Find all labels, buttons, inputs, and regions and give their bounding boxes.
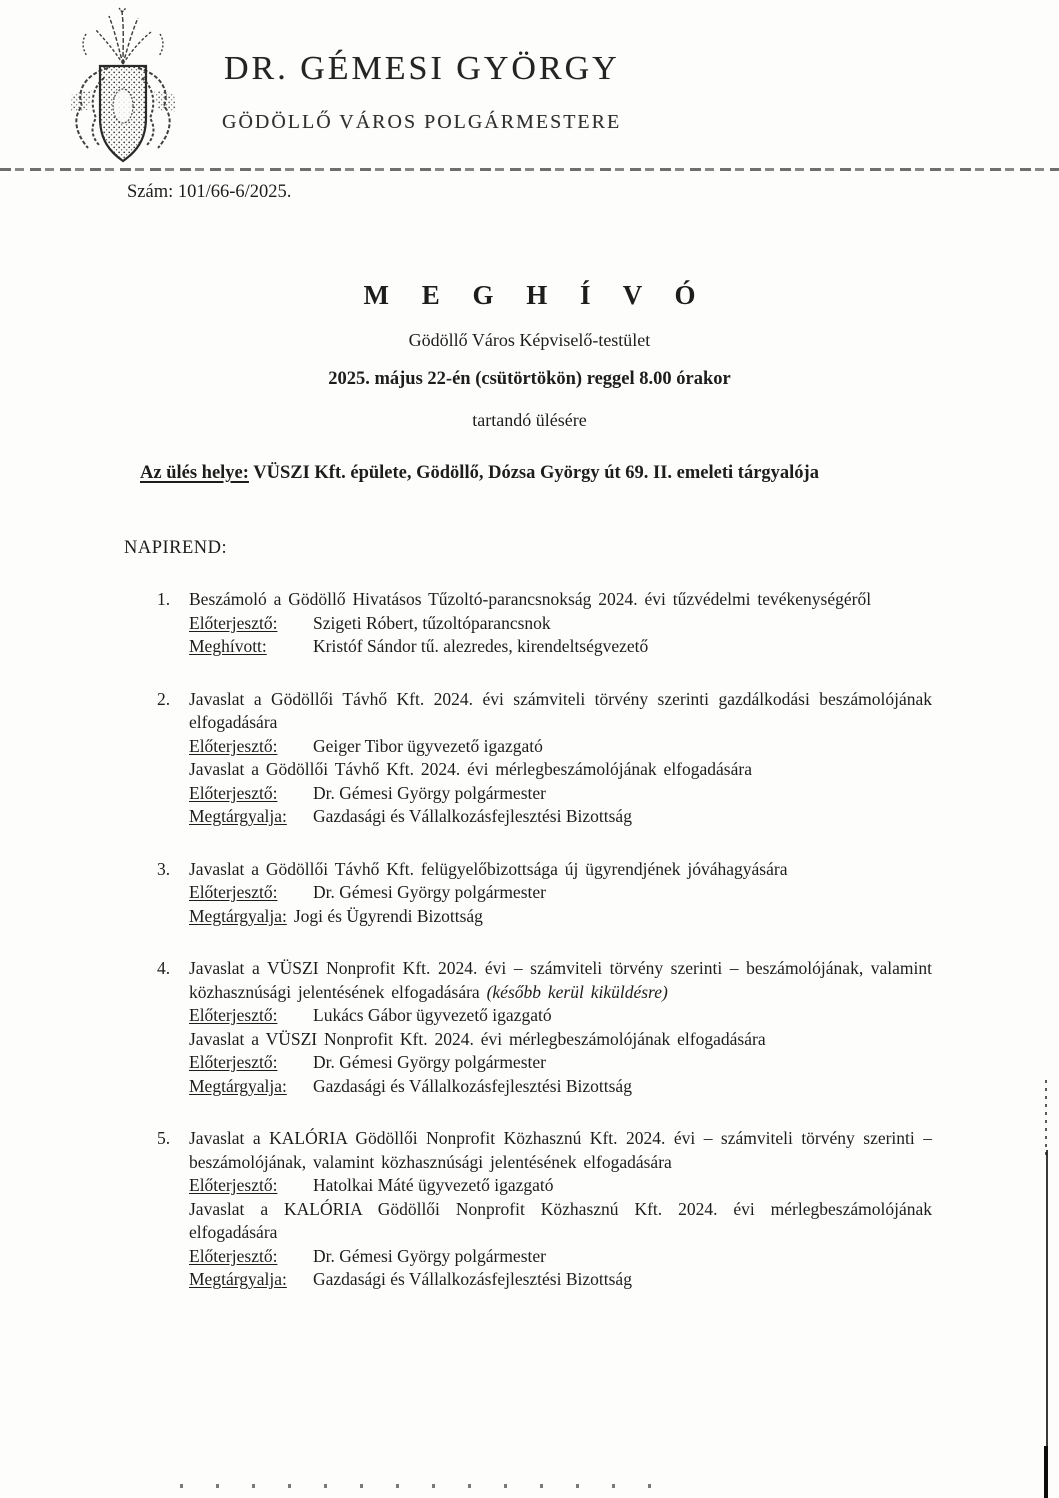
location-label: Az ülés helye: [140, 463, 249, 483]
agenda-item [157, 688, 932, 829]
agenda-label: Meghívott: [189, 636, 267, 656]
agenda-labeled-line [189, 782, 932, 806]
agenda-label: Előterjesztő: [189, 782, 278, 803]
agenda-labeled-line [189, 1245, 932, 1269]
agenda-value: Dr. Gémesi György polgármester [313, 782, 546, 803]
meeting-purpose: tartandó ülésére [472, 410, 587, 430]
agenda-paragraph-text: Javaslat a KALÓRIA Gödöllői Nonprofit Közhasznú Kft. 2024. évi – számviteli törvény szerinti – beszámolójának, valamint közhasznúsági jelentésének elfogadására [189, 1128, 932, 1172]
meeting-datetime: 2025. május 22-én (csütörtökön) reggel 8.00 órakor [328, 369, 731, 389]
agenda-paragraph [189, 1198, 932, 1245]
agenda-list [157, 588, 932, 1321]
scan-artifact-edge-dashed [1045, 1080, 1047, 1155]
document-number: Szám: 101/66-6/2025. [127, 182, 292, 202]
agenda-heading: NAPIREND: [124, 538, 228, 558]
agenda-paragraph-text: Beszámoló a Gödöllő Hivatásos Tűzoltó-parancsnokság 2024. évi tűzvédelmi tevékenységéről [189, 589, 872, 609]
agenda-label: Előterjesztő: [189, 1175, 278, 1195]
agenda-item-body [189, 1127, 932, 1292]
agenda-value: Dr. Gémesi György polgármester [313, 882, 546, 902]
agenda-labeled-line [189, 881, 932, 905]
agenda-labeled-line [189, 612, 932, 636]
agenda-item-number: 2. [157, 688, 171, 709]
agenda-labeled-line [189, 1268, 932, 1292]
agenda-labeled-line [189, 1004, 932, 1028]
agenda-label: Megtárgyalja: [189, 1269, 287, 1289]
agenda-paragraph [189, 858, 932, 882]
agenda-labeled-line [189, 1051, 932, 1075]
agenda-item [157, 588, 932, 659]
principal-title: GÖDÖLLŐ VÁROS POLGÁRMESTERE [222, 111, 622, 133]
agenda-item-body [189, 858, 932, 929]
agenda-paragraph-text: Javaslat a Gödöllői Távhő Kft. 2024. évi számviteli törvény szerinti gazdálkodási beszámolójának elfogadására [189, 688, 932, 732]
agenda-value: Kristóf Sándor tű. alezredes, kirendeltségvezető [313, 636, 649, 656]
agenda-labeled-line [189, 1075, 932, 1099]
principal-name: DR. GÉMESI GYÖRGY [224, 50, 620, 87]
agenda-paragraph-text: (később kerül kiküldésre) [486, 981, 668, 1002]
agenda-label: Megtárgyalja: [189, 1075, 287, 1096]
agenda-labeled-line [189, 905, 932, 929]
agenda-value: Gazdasági és Vállalkozásfejlesztési Bizottság [313, 1269, 632, 1289]
agenda-value: Dr. Gémesi György polgármester [313, 1052, 546, 1072]
agenda-item [157, 858, 932, 929]
agenda-paragraph [189, 957, 932, 1004]
agenda-item-number: 3. [157, 858, 171, 879]
agenda-paragraph [189, 758, 932, 782]
scan-artifact-edge-blob [1044, 1446, 1048, 1498]
agenda-label: Előterjesztő: [189, 1005, 278, 1025]
agenda-paragraph-text: Javaslat a VÜSZI Nonprofit Kft. 2024. évi – számviteli törvény szerinti – beszámolójának, valamint közhasznúsági jelentésének elfogadására [189, 958, 932, 1002]
agenda-value: Lukács Gábor ügyvezető igazgató [313, 1005, 552, 1025]
agenda-item-body [189, 688, 932, 829]
agenda-paragraph [189, 1127, 932, 1174]
agenda-item-number: 5. [157, 1128, 171, 1148]
agenda-label: Előterjesztő: [189, 1245, 278, 1266]
header-divider [0, 168, 1059, 171]
agenda-paragraph-text: Javaslat a Gödöllői Távhő Kft. felügyelőbizottsága új ügyrendjének jóváhagyására [189, 858, 788, 879]
agenda-item-number: 4. [157, 958, 171, 978]
agenda-paragraph-text: Javaslat a VÜSZI Nonprofit Kft. 2024. évi mérlegbeszámolójának elfogadására [189, 1028, 766, 1049]
council-name: Gödöllő Város Képviselő-testület [408, 330, 651, 350]
agenda-label: Előterjesztő: [189, 612, 278, 633]
agenda-label: Előterjesztő: [189, 1052, 278, 1072]
agenda-label: Előterjesztő: [189, 882, 278, 902]
invitation-title: M E G H Í V Ó [363, 280, 709, 310]
agenda-paragraph [189, 588, 932, 612]
agenda-value: Dr. Gémesi György polgármester [313, 1245, 546, 1266]
meeting-location [140, 463, 940, 484]
scan-artifact-bottom-dots [180, 1484, 680, 1488]
agenda-paragraph [189, 688, 932, 735]
coat-of-arms-icon [58, 6, 188, 164]
agenda-paragraph-text: Javaslat a KALÓRIA Gödöllői Nonprofit Közhasznú Kft. 2024. évi mérlegbeszámolójának elfogadására [189, 1198, 932, 1242]
agenda-value: Szigeti Róbert, tűzoltóparancsnok [313, 612, 551, 633]
agenda-labeled-line [189, 735, 932, 759]
agenda-item-number: 1. [157, 589, 171, 609]
agenda-item [157, 1127, 932, 1292]
agenda-value: Gazdasági és Vállalkozásfejlesztési Bizottság [313, 806, 632, 826]
agenda-label: Előterjesztő: [189, 735, 278, 756]
agenda-item-body [189, 588, 932, 659]
agenda-item-body [189, 957, 932, 1098]
agenda-labeled-line [189, 635, 932, 659]
agenda-paragraph-text: Javaslat a Gödöllői Távhő Kft. 2024. évi mérlegbeszámolójának elfogadására [189, 759, 752, 779]
agenda-value: Hatolkai Máté ügyvezető igazgató [313, 1175, 554, 1195]
agenda-item [157, 957, 932, 1098]
agenda-labeled-line [189, 805, 932, 829]
agenda-value: Gazdasági és Vállalkozásfejlesztési Bizottság [313, 1075, 632, 1096]
agenda-paragraph [189, 1028, 932, 1052]
agenda-label: Megtárgyalja: [189, 905, 287, 926]
agenda-labeled-line [189, 1174, 932, 1198]
agenda-value: Jogi és Ügyrendi Bizottság [293, 905, 483, 926]
agenda-value: Geiger Tibor ügyvezető igazgató [313, 735, 543, 756]
location-text: VÜSZI Kft. épülete, Gödöllő, Dózsa György út 69. II. emeleti tárgyalója [253, 463, 819, 483]
agenda-label: Megtárgyalja: [189, 806, 287, 826]
